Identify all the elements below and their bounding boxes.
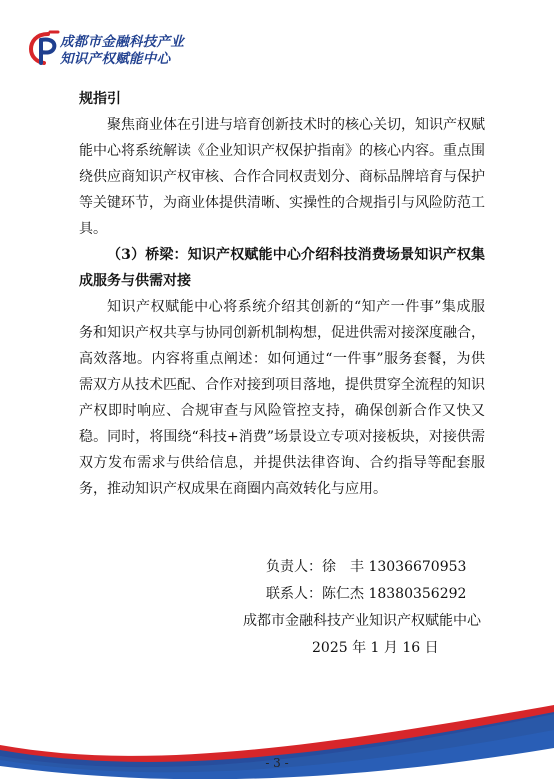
section-heading-tail: 规指引 [79,91,121,107]
responsible-person: 负责人：徐 丰 13036670953 [266,559,467,575]
paragraph-integrated-service: 知识产权赋能中心将系统介绍其创新的“知产一件事”集成服务和知识产权共享与协同创新机制构想，促进供需对接深度融合，高效落地。内容将重点阐述：如何通过“一件事”服务套餐，为供需双方从技术匹配、合作对接到项目落地，提供贯穿全流程的知识产权即时响应、合规审查与风险管控支持，确保创新合作又快又稳。同时，将围绕“科技+消费”场景设立专项对接板块，对接供需双方发布需求与供给信息，并提供法律咨询、合约指导等配套服务，推动知识产权成果在商圈内高效转化与应用。 [79,299,485,497]
signature-date: 2025 年 1 月 16 日 [312,640,439,656]
page-number: - 3 - [265,756,289,770]
signature-organization: 成都市金融科技产业知识产权赋能中心 [243,613,481,629]
paragraph-compliance-guidance: 聚焦商业体在引进与培育创新技术时的核心关切，知识产权赋能中心将系统解读《企业知识产权保护指南》的核心内容。重点围绕供应商知识产权审核、合作合同权责划分、商标品牌培育与保护等关键环节，为商业体提供清晰、实操性的合规指引与风险防范工具。 [79,117,485,237]
org-logo-icon [28,30,62,66]
header-org-line2: 知识产权赋能中心 [60,51,171,67]
header-org-name [60,34,184,68]
contact-person: 联系人：陈仁杰 18380356292 [266,586,467,602]
header-org-line1: 成都市金融科技产业 [60,34,185,50]
body-content [79,86,485,502]
section-heading-bridge: （3）桥梁：知识产权赋能中心介绍科技消费场景知识产权集成服务与供需对接 [79,247,485,289]
